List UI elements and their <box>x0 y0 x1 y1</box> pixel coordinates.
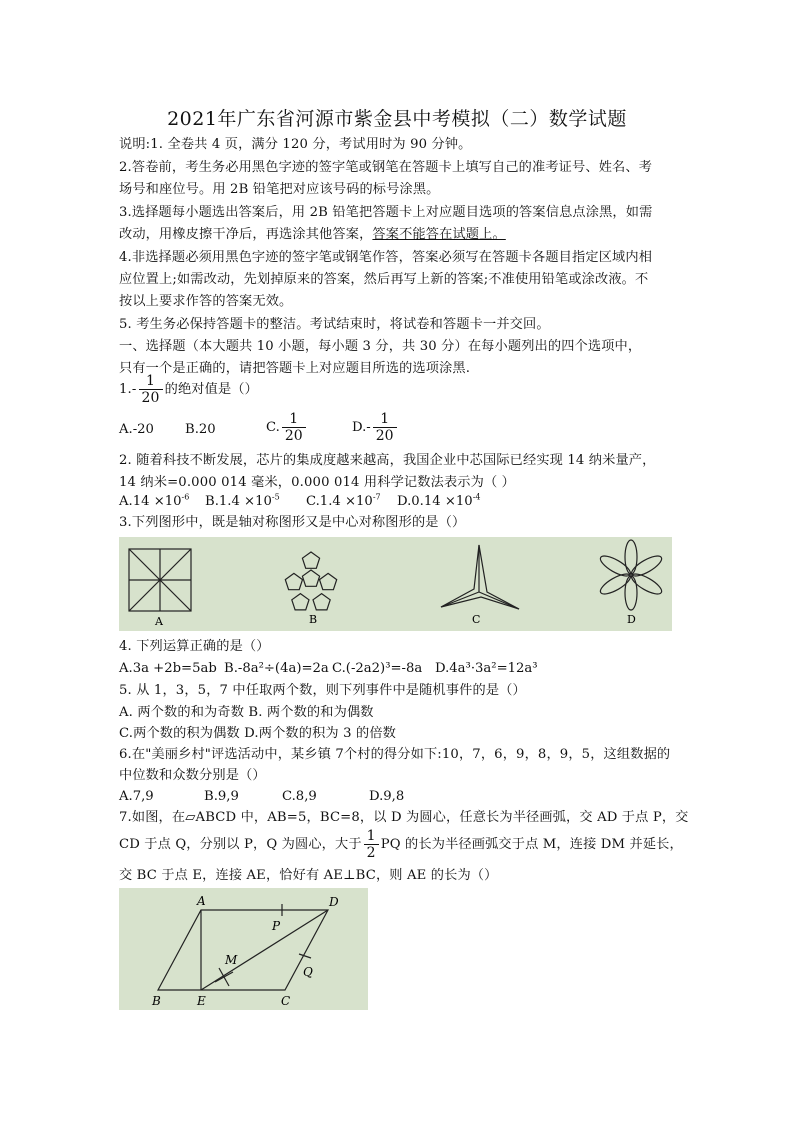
q2-a-exp: -6 <box>181 492 190 502</box>
q7-line2-prefix: CD 于点 Q，分别以 P，Q 为圆心，大于 <box>119 837 362 852</box>
question-1 <box>119 372 679 408</box>
question-5: 5. 从 1，3，5，7 中任取两个数，则下列事件中是随机事件的是（） <box>119 683 526 698</box>
q7-fraction <box>364 828 379 861</box>
q2-b-exp: -5 <box>271 492 280 502</box>
question-2-cont: 14 纳米=0.000 014 毫米，0.000 014 用科学记数法表示为（ ） <box>119 475 515 490</box>
instruction-3-underlined: 答案不能答在试题上。 <box>372 227 506 242</box>
q6-option-c: C.8,9 <box>282 789 317 804</box>
q1-c-num: 1 <box>282 411 306 428</box>
q2-d-exp: -4 <box>472 492 481 502</box>
q1-option-b: B.20 <box>185 422 216 437</box>
q7-label-d: D <box>329 895 339 909</box>
q3-figure-d <box>598 540 665 610</box>
q5-options-ab: A. 两个数的和为奇数 B. 两个数的和为偶数 <box>119 705 374 720</box>
q1-d-fraction <box>373 411 397 444</box>
q3-figure-a <box>129 549 191 611</box>
q1-d-num: 1 <box>373 411 397 428</box>
q4-option-d: D.4a³·3a²=12a³ <box>435 661 538 676</box>
q1-c-prefix: C. <box>266 420 280 435</box>
question-7: 7.如图，在▱ABCD 中，AB=5，BC=8，以 D 为圆心，任意长为半径画弧，交 AD 于点 P，交 <box>119 810 689 825</box>
q1-d-den: 20 <box>375 428 394 444</box>
q2-option-c <box>306 492 381 512</box>
instruction-3: 3.选择题每小题选出答案后，用 2B 铅笔把答题卡上对应题目选项的答案信息点涂黑，如需 <box>119 205 653 220</box>
q6-option-a: A.7,9 <box>119 789 154 804</box>
instruction-3-cont <box>119 225 679 245</box>
instruction-2-cont: 场号和座位号。用 2B 铅笔把对应该号码的标号涂黑。 <box>119 182 440 197</box>
q1-prefix: 1.- <box>119 382 137 397</box>
instruction-3-text: 改动，用橡皮擦干净后，再选涂其他答案， <box>119 227 373 242</box>
q1-option-d <box>352 410 399 446</box>
q1-option-a: A.-20 <box>119 422 154 437</box>
question-7-cont <box>119 827 683 863</box>
q4-option-b: B.-8a²÷(4a)=2a <box>224 661 329 676</box>
q7-label-a: A <box>197 894 206 908</box>
q6-option-b: B.9,9 <box>204 789 239 804</box>
q3-label-a: A <box>155 615 163 628</box>
q1-c-fraction <box>282 411 306 444</box>
instruction-4-cont2: 按以上要求作答的答案无效。 <box>119 294 293 309</box>
q5-options-cd: C.两个数的积为偶数 D.两个数的积为 3 的倍数 <box>119 726 397 741</box>
q7-figure-svg <box>119 888 368 1010</box>
page-title: 2021年广东省河源市紫金县中考模拟（二）数学试题 <box>167 108 627 130</box>
question-3: 3.下列图形中，既是轴对称图形又是中心对称图形的是（） <box>119 515 466 530</box>
q3-label-c: C <box>472 613 481 626</box>
q1-frac-num: 1 <box>139 373 163 390</box>
q3-label-b: B <box>309 613 318 626</box>
q3-figure-c <box>441 545 519 609</box>
q2-option-d <box>397 492 480 512</box>
q7-label-p: P <box>272 919 281 933</box>
q3-figure <box>119 537 672 631</box>
question-4: 4. 下列运算正确的是（） <box>119 639 270 654</box>
q2-option-a <box>119 492 189 512</box>
question-6-cont: 中位数和众数分别是（） <box>119 768 266 783</box>
instruction-5: 5. 考生务必保持答题卡的整洁。考试结束时，将试卷和答题卡一并交回。 <box>119 317 550 332</box>
q1-d-prefix: D.- <box>352 420 371 435</box>
q4-option-a: A.3a +2b=5ab <box>119 661 217 676</box>
q2-c-exp: -7 <box>372 492 381 502</box>
section-heading: 一、选择题（本大题共 10 小题，每小题 3 分，共 30 分）在每小题列出的四个选项中， <box>119 339 642 354</box>
q3-label-d: D <box>627 613 636 626</box>
q6-option-d: D.9,8 <box>369 789 405 804</box>
q2-a-base: A.14 ×10 <box>119 494 182 509</box>
q4-option-c: C.(-2a2)³=-8a <box>332 661 423 676</box>
q7-frac-num: 1 <box>364 828 379 845</box>
question-6: 6.在"美丽乡村"评选活动中，某乡镇 7个村的得分如下:10，7，6，9，8，9，5，这组数据的 <box>119 747 671 762</box>
q2-b-base: B.1.4 ×10 <box>205 494 272 509</box>
question-2: 2. 随着科技不断发展，芯片的集成度越来越高，我国企业中芯国际已经实现 14 纳米量产， <box>119 453 656 468</box>
q1-c-den: 20 <box>284 428 303 444</box>
q7-line2-suffix: PQ 的长为半径画弧交于点 M，连接 DM 并延长， <box>380 837 683 852</box>
q2-d-base: D.0.14 ×10 <box>397 494 473 509</box>
q7-label-b: B <box>152 994 161 1008</box>
q3-figure-b <box>285 552 336 610</box>
q1-suffix: 的绝对值是（） <box>164 382 258 397</box>
q7-frac-den: 2 <box>366 845 376 861</box>
q2-option-b <box>205 492 280 512</box>
question-7-cont2: 交 BC 于点 E，连接 AE，恰好有 AE⊥BC，则 AE 的长为（） <box>119 868 498 883</box>
q7-label-q: Q <box>303 965 313 979</box>
q7-label-m: M <box>225 953 238 967</box>
q3-figure-svg <box>119 537 672 631</box>
q1-fraction <box>139 373 163 406</box>
instruction-1: 说明:1. 全卷共 4 页，满分 120 分，考试用时为 90 分钟。 <box>119 137 472 152</box>
q2-c-base: C.1.4 ×10 <box>306 494 373 509</box>
q1-option-c <box>266 410 308 446</box>
q7-label-e: E <box>197 994 206 1008</box>
instruction-4: 4.非选择题必须用黑色字迹的签字笔或钢笔作答，答案必须写在答题卡各题目指定区域内相 <box>119 250 653 265</box>
q1-frac-den: 20 <box>141 390 160 406</box>
q7-label-c: C <box>281 994 291 1008</box>
instruction-2: 2.答卷前，考生务必用黑色字迹的签字笔或钢笔在答题卡上填写自己的准考证号、姓名、考 <box>119 160 653 175</box>
instruction-4-cont: 应位置上;如需改动，先划掉原来的答案，然后再写上新的答案;不准使用铅笔或涂改液。不 <box>119 272 649 287</box>
q7-figure <box>119 888 368 1010</box>
section-heading-cont: 只有一个是正确的，请把答题卡上对应题目所选的选项涂黑. <box>119 361 471 376</box>
